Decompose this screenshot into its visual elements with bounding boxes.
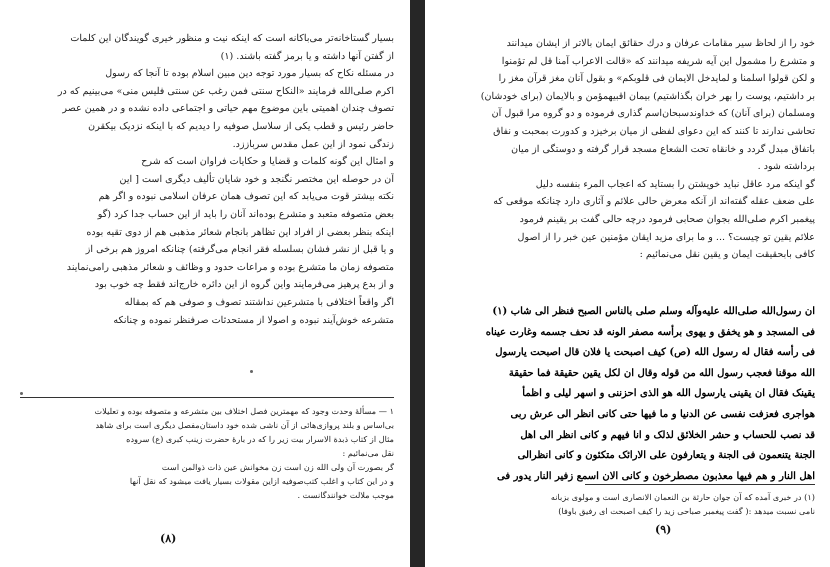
body-line: بسیار گستاخانه‌تر می‌باکانه است که اینکه نیت و منظور خیری گویندگان این کلمات: [70, 33, 394, 44]
hadith-line: قد نصب للحساب و حشر الخلائق لذلک و انا فیهم و کانی انظر الی اهل: [520, 429, 815, 441]
body-line: علی ضعف عقله گفته‌اند از آنکه معرض حالی علائم و آثاری دارد چنانکه موقعی که: [493, 196, 815, 208]
body-line: گو اینکه مرد عاقل نباید خویشتن را بستاید که اعجاب المرء بنفسه دلیل: [535, 178, 815, 190]
body-line: تصوف چندان اهمیتی باین موضوع مهم حیاتی و اجتماعی داده نشده و در همین عصر: [62, 103, 394, 115]
footnote-divider: [20, 397, 394, 398]
hadith-line: فی المسجد و هو یخفق و یهوی برأسه مصفر الونه قد نحف جسمه وغارت عیناه: [485, 326, 815, 338]
body-line: تحاشی ندارند تا کنند که این دعوای لفظی از میان برخیزد و کدورت بمحبت و نفاق: [493, 125, 815, 137]
hadith-line: فی رأسه فقال له رسول الله (ص) کیف اصبحت یا فلان قال اصبحت یارسول: [495, 347, 815, 359]
hadith-text: [443, 302, 815, 487]
left-body-text: [20, 30, 394, 329]
footnote-divider: [585, 484, 815, 485]
hadith-line: الجنة یتنعمون فی الجنة و یتعارفون علی الارائک متکئون و کانی انظرالی: [517, 450, 815, 462]
body-line: و لکن قولوا اسلمنا و لمایدخل الایمان فی قلوبکم» و بقول آنان مغز قرآن مغز را: [498, 73, 815, 85]
body-line: متصوفه زمان ما متشرع بوده و مراعات حدود و وظائف و شعائر مذهبی رامی‌نمایند: [66, 261, 394, 273]
right-footnote: [443, 490, 815, 518]
footnote-line: نامی نسبت میدهد :( گفت پیغمبر صباحی زید را کیف اصبحت ای رفیق باوفا): [558, 506, 815, 516]
footnote-line: مثال از کتاب ذبدة الاسرار بیت زیر را که در بارهٔ حضرت زینب کبری (ع) سروده: [126, 434, 394, 444]
left-page: [0, 0, 410, 567]
body-line: اگر واقعاً اختلافی با متشرعین نداشتند تصوف و صوفی هم که بمقاله: [124, 296, 394, 308]
hadith-line: هواجری فعزفت نفسی عن الدنیا و ما فیها حتی کانی انظر الی عرش ربی: [510, 408, 815, 420]
book-gutter: [410, 0, 425, 567]
right-body-text: [443, 35, 815, 264]
right-page: [425, 0, 830, 567]
body-line: بر داشتیم، پوست را بهر خران بگذاشتیم) بیمان اقبیهمؤمن و بالایمان (برای خودشان): [480, 90, 815, 102]
footnote-line: و در این کتاب و اغلب کتب‌صوفیه ازاین مقولات بسیار یافت میشود که نقل آنها: [129, 476, 394, 486]
body-line: و یا قبل از نشر فشان بسلسله فقر انجام می‌گرفته) چنانکه امروز هم برخی از: [85, 244, 394, 256]
body-line: در مسئله نکاح که بسیار مورد توجه دین مبین اسلام بوده تا آنجا که رسول: [105, 68, 394, 80]
hadith-line: اهل النار و هم فیها معذبون مصطرخون و کانی الان اسمع زفیر النار یدور فی: [497, 470, 815, 482]
body-line: متشرعه خوش‌آیند نبوده و اصولا از مستحدثات صرفنظر نموده و چنانکه: [113, 314, 394, 326]
body-line: علائم یقین تو چیست؟ ... و ما برای مزید ایقان مؤمنین عین خبر را از اصول: [517, 231, 815, 243]
left-page-number: (۸): [160, 532, 177, 545]
footnote-line: گر بصورت آن ولی الله زن است زن مخوانش عین ذات ذوالمن است: [161, 462, 394, 472]
body-line: و از بدع پرهیز می‌فرمایند واین گروه از این دائره خارج‌اند فقط چه خوب بود: [94, 279, 394, 291]
body-line: خود را از لحاظ سیر مقامات عرفان و درك حقائق ایمان بالاتر از ایشان میدانند: [506, 38, 815, 49]
body-line: اکرم صلی‌الله فرمایند «النکاح سنتی فمن رغب عن سنتی فلیس منی» می‌بینیم که در: [57, 85, 394, 97]
footnote-line: نقل می‌نمائیم :: [342, 448, 394, 458]
body-line: بعض متصوفه متعبد و متشرع بوده‌اند آنان را باید از این حساب جدا کرد (گو: [97, 208, 394, 220]
hadith-line: یقینک فقال ان یقینی یارسول الله هو الذی احزننی و اسهر لیلی و اظمأ: [522, 388, 815, 400]
body-line: ومسلمان (برای آنان) که خداوندسبحان‌اسم گذاری فرموده و دو گروه مرا قبول آن: [491, 108, 815, 120]
body-line: و متشرع را مشمول این آیه شریفه میدانند که «قالت الاعراب آمنا قل لم تؤمنوا: [501, 55, 815, 67]
footnote-line: ۱ — مسألهٔ وحدت وجود که مهمترین فصل اختلاف بین متشرعه و متصوفه بوده و تعلیلات: [94, 406, 394, 416]
body-line: اینکه بنظر بعضی از افراد این تظاهر بانجام شعائر مذهبی هم از دوی تقیه بوده: [86, 226, 394, 238]
body-line: از گفتن آنها داشته و یا برمز گفته باشند. (۱): [220, 50, 394, 62]
hadith-line: ان رسول‌الله صلی‌الله علیه‌وآله وسلم صلی بالناس الصبح فنظر الی شاب (۱): [492, 306, 815, 317]
body-line: آن در حوصله این مختصر نگنجد و خود شایان تألیف دیگری است [ این: [119, 173, 394, 185]
body-line: کافی بابحقیقت ایمان و یقین نقل می‌نمائیم :: [639, 249, 815, 261]
body-line: زندگی نمود از این عمل مقدس سرباززد.: [232, 138, 394, 150]
body-line: و امثال این گونه کلمات و قضایا و حکایات فراوان است که شرح: [141, 156, 394, 168]
right-page-number: (۹): [655, 523, 672, 536]
left-footnote: [20, 404, 394, 502]
body-line: باتفاق مبدل گردد و خانقاه تحت الشعاع مسجد قرار گرفته و دوستگی از میان: [511, 143, 815, 155]
body-line: نکته بیشتر قوت می‌یابد که این تصوف همان عرفان اسلامی نبوده و اگر هم: [98, 191, 394, 203]
margin-mark: [250, 370, 253, 373]
body-line: برداشته شود .: [757, 161, 815, 173]
footnote-line: موجب ملالت خوانندگانست .: [297, 490, 394, 500]
hadith-line: الله موقنا فعجب رسول الله من قوله وقال ان لکل یقین حقیقة فما حقیقة: [508, 367, 815, 379]
footnote-line: (۱) در خبری آمده که آن جوان حارثة بن النعمان الانصاری است و مولوی بزبانه: [550, 492, 815, 502]
margin-mark: [20, 392, 23, 395]
body-line: حاضر رئیس و قطب یکی از سلاسل صوفیه را دیدیم که با اینکه نزدیک بیکقرن: [88, 120, 394, 132]
body-line: پیغمبر اکرم صلی‌الله بجوان صحابی فرمود درچه حالی گفت بر یقینم فرمود: [519, 213, 815, 225]
footnote-line: بی‌اساس و بلند پروازی‌هائی از آن ناشی شده خود داستان‌مفصل دیگری است برای شاهد: [95, 420, 394, 430]
